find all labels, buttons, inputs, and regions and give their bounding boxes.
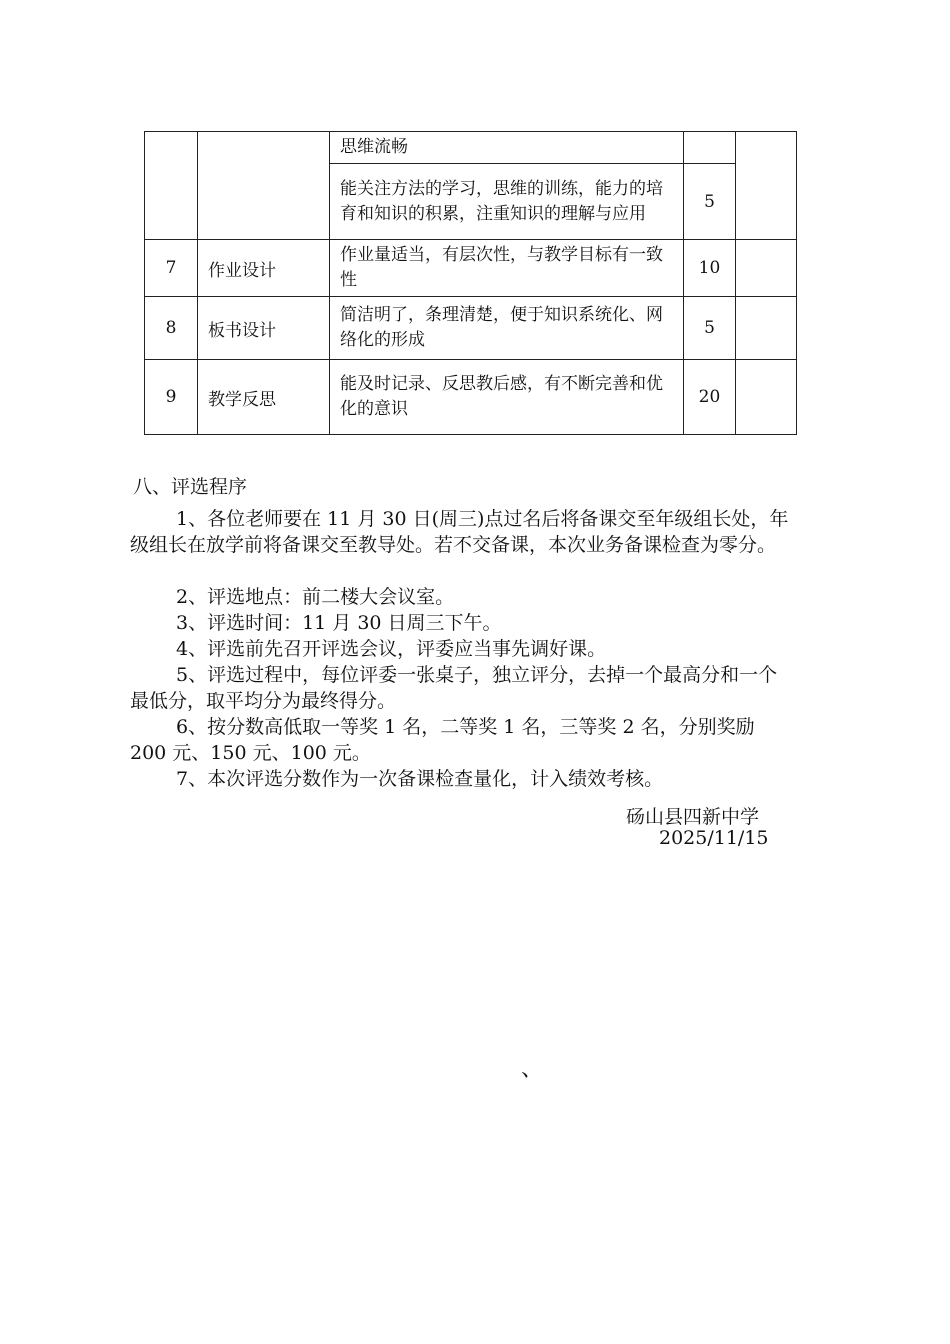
table-cell-extra — [736, 360, 797, 435]
table-cell-desc: 作业量适当，有层次性，与教学目标有一致性 — [330, 240, 684, 297]
table-cell-item: 板书设计 — [198, 297, 330, 360]
procedure-item: 7、本次评选分数作为一次备课检查量化，计入绩效考核。 — [176, 768, 664, 790]
procedure-item: 6、按分数高低取一等奖 1 名，二等奖 1 名，三等奖 2 名，分别奖励 200 元、150 元、100 元。 — [130, 716, 755, 764]
table-cell-desc: 能及时记录、反思教后感，有不断完善和优化的意识 — [330, 360, 684, 435]
table-row — [145, 240, 797, 297]
table-row — [145, 297, 797, 360]
table-cell-desc: 思维流畅 — [330, 132, 684, 164]
table-cell-num: 8 — [145, 297, 198, 360]
procedure-item: 1、各位老师要在 11 月 30 日(周三)点过名后将备课交至年级组长处，年级组长在放学前将备课交至教导处。若不交备课，本次业务备课检查为零分。 — [130, 508, 789, 556]
signature-date: 2025/11/15 — [659, 827, 769, 849]
procedure-item: 5、评选过程中，每位评委一张桌子，独立评分，去掉一个最高分和一个最低分，取平均分为最终得分。 — [130, 664, 778, 712]
table-cell-desc: 简洁明了，条理清楚，便于知识系统化、网络化的形成 — [330, 297, 684, 360]
section-heading: 八、评选程序 — [133, 476, 248, 498]
table-cell-desc: 能关注方法的学习，思维的训练，能力的培育和知识的积累，注重知识的理解与应用 — [330, 164, 684, 240]
procedure-item: 2、评选地点：前二楼大会议室。 — [176, 586, 455, 608]
table-cell-score: 20 — [684, 360, 736, 435]
procedure-item: 3、评选时间：11 月 30 日周三下午。 — [176, 612, 502, 634]
table-cell-item: 作业设计 — [198, 240, 330, 297]
table-cell-score: 10 — [684, 240, 736, 297]
table-cell-score — [684, 132, 736, 164]
table-cell-extra — [736, 240, 797, 297]
table-cell-score: 5 — [684, 164, 736, 240]
table-cell-score: 5 — [684, 297, 736, 360]
table-cell-item — [198, 132, 330, 240]
stray-mark: 、 — [521, 1057, 544, 1082]
table-cell-num — [145, 132, 198, 240]
procedure-item: 4、评选前先召开评选会议，评委应当事先调好课。 — [176, 638, 607, 660]
evaluation-table — [144, 131, 797, 435]
school-signature: 砀山县四新中学 — [626, 806, 760, 828]
table-row — [145, 360, 797, 435]
table-cell-num: 9 — [145, 360, 198, 435]
table-cell-extra — [736, 132, 797, 240]
table-cell-extra — [736, 297, 797, 360]
table-cell-item: 教学反思 — [198, 360, 330, 435]
table-cell-num: 7 — [145, 240, 198, 297]
